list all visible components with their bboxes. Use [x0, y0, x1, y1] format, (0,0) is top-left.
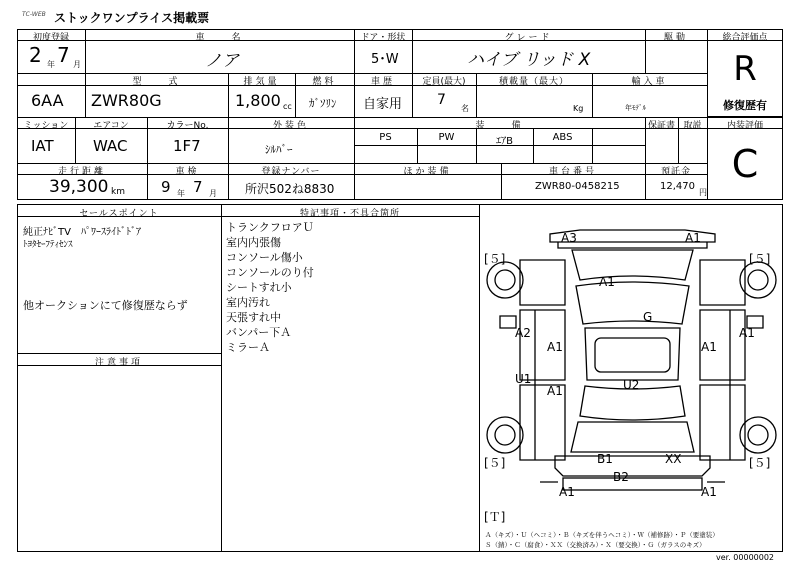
tire-bl: [５]	[484, 456, 506, 470]
cautions-label: 注意事項	[94, 358, 143, 368]
equip-ps: PS	[379, 132, 392, 143]
damage-a1-bl: A1	[559, 485, 575, 499]
deposit-unit: 円	[699, 188, 707, 197]
displacement-unit: cc	[283, 102, 292, 111]
aircon-label: エアコン	[93, 121, 129, 131]
score-label: 総合評価点	[722, 33, 768, 43]
reg-month-unit: 月	[73, 60, 81, 69]
list-item: コンソール傷小	[226, 251, 303, 264]
insp-year-unit: 年	[177, 189, 185, 198]
list-item: ミラーＡ	[226, 341, 270, 354]
tire-tr: [５]	[749, 252, 771, 266]
import-label: 輸入車	[631, 77, 668, 87]
lower-section	[17, 204, 783, 552]
inspection-label: 車検	[175, 167, 200, 177]
chassis-no-label: 車台番号	[548, 167, 597, 177]
car-damage-diagram	[480, 220, 783, 520]
load-label: 積載量（最大）	[498, 77, 569, 87]
fuel-value: ｶﾞｿﾘﾝ	[309, 97, 337, 110]
legend-line-2: Ｓ（錆）・Ｃ（腐食）・ＸＸ（交換済み）・Ｘ（要交換）・Ｇ（ガラスのキズ）	[485, 541, 706, 549]
equip-abs: ABS	[552, 132, 573, 143]
chassis-no-value: ZWR80-0458215	[535, 181, 620, 192]
deposit-label: 預託金	[660, 167, 691, 177]
exterior-color-value: ｼﾙﾊﾞｰ	[265, 143, 293, 156]
damage-a1-right: A1	[701, 340, 717, 354]
fuel-label: 燃料	[312, 77, 337, 87]
damage-b1: B1	[597, 452, 613, 466]
capacity-value: 7	[437, 92, 446, 108]
damage-a2: A2	[515, 326, 531, 340]
tire-br: [５]	[749, 456, 771, 470]
sales-points-label: セールスポイント	[79, 209, 159, 219]
capacity-label: 定員(最大)	[422, 77, 466, 87]
legend-line-1: Ａ（キズ）・Ｕ（ヘコミ）・Ｂ（キズを伴うヘコミ）・Ｗ（補修跡）・Ｐ（要塗装）	[485, 531, 719, 539]
repair-history-note: 修復歴有	[723, 99, 767, 112]
manual-label: 取説	[683, 121, 702, 131]
mileage-value: 39,300	[49, 177, 109, 197]
damage-xx: XX	[665, 452, 682, 466]
damage-a1-top: A1	[685, 231, 701, 245]
list-item: コンソールのり付	[226, 266, 314, 279]
plate-value: 所沢502ね8830	[245, 182, 335, 196]
doors-value: 5･W	[371, 52, 399, 67]
color-no-label: カラーNo.	[166, 121, 209, 131]
list-item: 室内汚れ	[226, 296, 270, 309]
car-name: ノア	[205, 51, 239, 71]
mileage-unit: km	[111, 187, 125, 197]
displacement-value: 1,800	[235, 91, 281, 110]
logo: TC-WEB	[22, 11, 46, 18]
grade-label: グレード	[504, 33, 553, 43]
tire-tl: [５]	[484, 252, 506, 266]
damage-a1-hood: A1	[599, 275, 615, 289]
version-label: ver. 00000002	[716, 553, 775, 562]
car-name-label: 車 名	[195, 33, 244, 43]
other-equipment-label: ほか装備	[403, 167, 452, 177]
list-item: 天張すれ中	[226, 311, 281, 324]
damage-u1: U1	[515, 372, 532, 386]
equip-pw: PW	[438, 132, 455, 143]
history-label: 車歴	[370, 77, 395, 87]
damage-a3: A3	[561, 231, 577, 245]
mission-label: ミッション	[23, 121, 69, 131]
damage-a1-mid: A1	[547, 384, 563, 398]
damage-a1-right2: A1	[739, 326, 755, 340]
load-unit: Kg	[573, 104, 584, 113]
trunk-mark: [Ｔ]	[484, 510, 506, 524]
history-value: 自家用	[363, 97, 403, 112]
list-item: シートすれ小	[226, 281, 292, 294]
overall-score: R	[733, 49, 757, 89]
mileage-label: 走行距離	[57, 167, 106, 177]
import-unit: 年ﾓﾃﾞﾙ	[625, 104, 646, 112]
list-item: トランクフロアＵ	[226, 221, 314, 234]
deposit-value: 12,470	[660, 181, 695, 192]
notes-header: 特記事項・不具合箇所	[299, 209, 400, 219]
damage-u2: U2	[623, 378, 640, 392]
first-reg-label: 初度登録	[32, 33, 69, 43]
color-no-value: 1F7	[173, 137, 201, 155]
list-item: 室内内張傷	[226, 236, 281, 249]
equipment-label: 装 備	[475, 121, 524, 131]
damage-a1-br: A1	[701, 485, 717, 499]
plate-label: 登録ナンバー	[261, 167, 321, 177]
damage-b2: B2	[613, 470, 629, 484]
displacement-label: 排気量	[243, 77, 280, 87]
grade-value: ハイブ リッド X	[467, 50, 591, 70]
sales-point-3: 他オークションにて修復歴ならず	[23, 299, 188, 312]
notes-list	[226, 220, 314, 355]
list-item: バンパー下Ａ	[226, 326, 292, 339]
vehicle-info-table	[17, 29, 783, 200]
sales-point-2: ﾄﾖﾀｾｰﾌﾃｨｾﾝｽ	[23, 240, 73, 250]
model-label: 型 式	[132, 77, 181, 87]
capacity-unit: 名	[461, 104, 469, 113]
aircon-value: WAC	[93, 137, 128, 155]
warranty-label: 保証書	[647, 121, 675, 131]
equip-airbag: ｴｱB	[496, 136, 513, 147]
model-prefix: 6AA	[31, 91, 64, 110]
model-value: ZWR80G	[91, 91, 162, 110]
reg-year: 2	[29, 43, 42, 67]
damage-a1-left: A1	[547, 340, 563, 354]
interior-score-label: 内装評価	[726, 121, 763, 131]
damage-g: G	[643, 310, 653, 324]
insp-month: 7	[193, 178, 203, 196]
doors-label: ドア・形状	[360, 33, 406, 43]
interior-score: C	[731, 142, 759, 186]
insp-month-unit: 月	[209, 189, 217, 198]
drive-label: 駆動	[663, 33, 688, 43]
mission-value: IAT	[31, 137, 54, 155]
sales-point-1: 純正ﾅﾋﾞTV ﾊﾟﾜｰｽﾗｲﾄﾞﾄﾞｱ	[23, 227, 141, 238]
insp-year: 9	[161, 178, 171, 196]
exterior-color-label: 外装色	[272, 121, 309, 131]
reg-year-unit: 年	[47, 60, 55, 69]
reg-month: 7	[57, 43, 70, 67]
page-title: ストックワンプライス掲載票	[54, 11, 210, 25]
